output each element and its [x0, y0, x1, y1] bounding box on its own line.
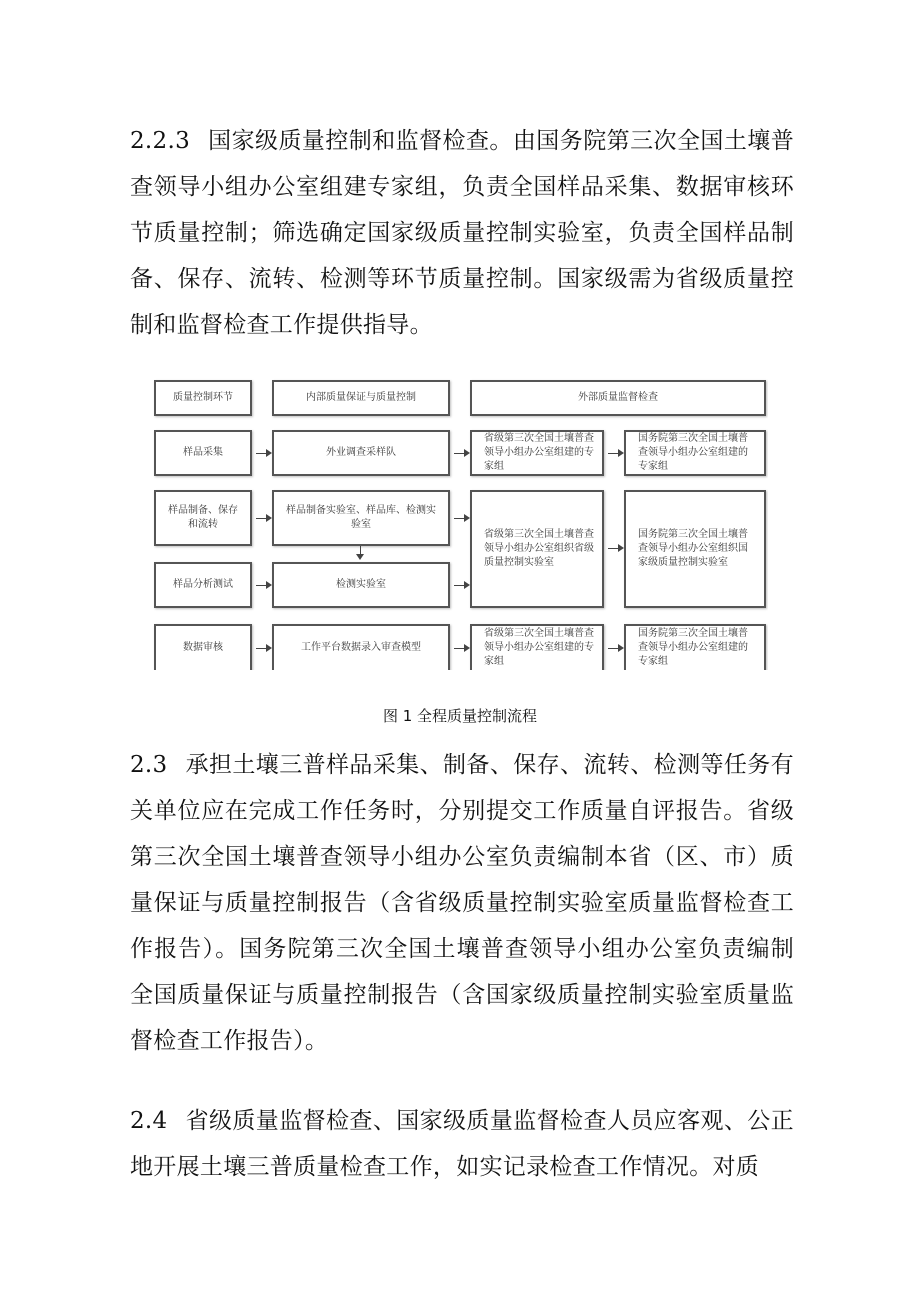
arrow [256, 648, 266, 649]
arrow [256, 518, 266, 519]
arrow [360, 546, 361, 554]
paragraph-2-2-3 [130, 118, 794, 348]
arrow [256, 585, 266, 586]
arrow [608, 648, 618, 649]
arrow [454, 518, 464, 519]
internal-analysis: 检测实验室 [272, 562, 450, 608]
paragraph-2-3 [130, 742, 794, 1064]
provincial-expert-group-review: 省级第三次全国土壤普查领导小组办公室组建的专家组 [470, 624, 604, 670]
provincial-qc-lab: 省级第三次全国土壤普查领导小组办公室组织省级质量控制实验室 [470, 490, 604, 608]
arrow [454, 585, 464, 586]
arrow [454, 453, 464, 454]
stage-prep: 样品制备、保存和流转 [154, 490, 252, 546]
provincial-expert-group-sampling: 省级第三次全国土壤普查领导小组办公室组建的专家组 [470, 430, 604, 476]
stage-analysis: 样品分析测试 [154, 562, 252, 608]
internal-sampling: 外业调查采样队 [272, 430, 450, 476]
figure-caption: 图 1 全程质量控制流程 [382, 707, 538, 725]
arrow [454, 648, 464, 649]
national-qc-lab: 国务院第三次全国土壤普查领导小组办公室组织国家级质量控制实验室 [624, 490, 766, 608]
paragraph-text: 国家级质量控制和监督检查。由国务院第三次全国土壤普查领导小组办公室组建专家组，负责全国样品采集、数据审核环节质量控制；筛选确定国家级质量控制实验室，负责全国样品制备、保存、流转、检测等环节质量控制。国家级需为省级质量控制和监督检查工作提供指导。 [130, 128, 794, 338]
arrow [608, 548, 618, 549]
national-expert-group-review: 国务院第三次全国土壤普查领导小组办公室组建的专家组 [624, 624, 766, 670]
stage-review: 数据审核 [154, 624, 252, 670]
header-internal: 内部质量保证与质量控制 [272, 380, 450, 416]
internal-review: 工作平台数据录入审查模型 [272, 624, 450, 670]
header-stage: 质量控制环节 [154, 380, 252, 416]
paragraph-text: 承担土壤三普样品采集、制备、保存、流转、检测等任务有关单位应在完成工作任务时，分别提交工作质量自评报告。省级第三次全国土壤普查领导小组办公室负责编制本省（区、市）质量保证与质量控制报告（含省级质量控制实验室质量监督检查工作报告）。国务院第三次全国土壤普查领导小组办公室负责编制全国质量保证与质量控制报告（含国家级质量控制实验室质量监督检查工作报告）。 [130, 752, 794, 1054]
paragraph-2-4 [130, 1098, 794, 1190]
national-expert-group-sampling: 国务院第三次全国土壤普查领导小组办公室组建的专家组 [624, 430, 766, 476]
stage-sampling: 样品采集 [154, 430, 252, 476]
section-number: 2.3 [130, 752, 168, 778]
paragraph-text: 省级质量监督检查、国家级质量监督检查人员应客观、公正地开展土壤三普质量检查工作，如实记录检查工作情况。对质 [130, 1108, 794, 1180]
quality-control-flowchart [152, 372, 768, 670]
arrow [608, 453, 618, 454]
header-external: 外部质量监督检查 [470, 380, 766, 416]
internal-prep: 样品制备实验室、样品库、检测实验室 [272, 490, 450, 546]
arrow [256, 453, 266, 454]
section-number: 2.2.3 [130, 128, 191, 154]
section-number: 2.4 [130, 1108, 168, 1134]
